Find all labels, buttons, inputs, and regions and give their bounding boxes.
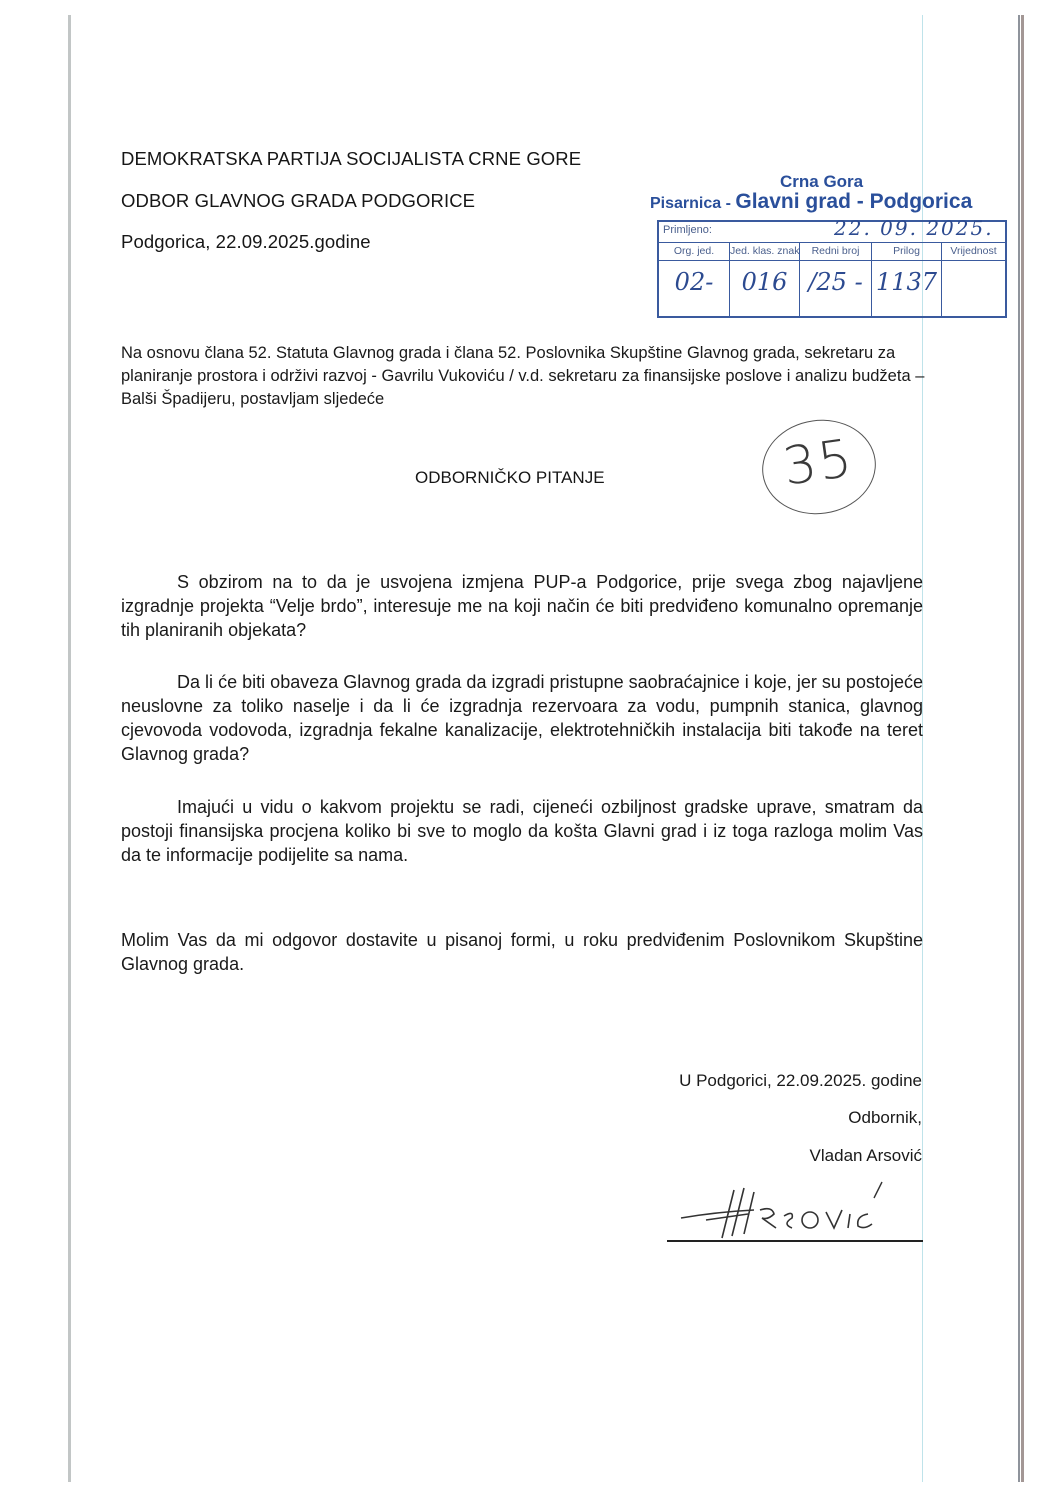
paragraph-text: S obzirom na to da je usvojena izmjena PUP-a Podgorice, prije svega zbog najavljene izgradnje projekta “Velje brdo”, interesuje me na koji način će biti predviđeno komunalno opremanje tih planiranih objekata? [121,572,923,640]
stamp-col-label: Redni broj [800,242,871,261]
stamp-col-label: Jed. klas. znak [730,242,799,261]
closing-paragraph [121,928,923,976]
stamp-country: Crna Gora [780,172,864,191]
party-name: DEMOKRATSKA PARTIJA SOCIJALISTA CRNE GORE [121,148,582,169]
page-edge-right-shadow [1021,15,1024,1482]
stamp-col-serial-number [800,242,872,318]
intro-paragraph: Na osnovu člana 52. Statuta Glavnog grada i člana 52. Poslovnika Skupštine Glavnog grada, sekretaru za planiranje prostora i održivi razvoj - Gavrilu Vukoviću / v.d. sekretaru za finansijske poslove i analizu budžeta – Balši Špadijeru, postavljam sljedeće [121,344,925,408]
stamp-office-prefix: Pisarnica - [650,195,736,212]
stamp-col-value: 02- [674,268,714,296]
circled-number: 35 [779,428,858,498]
stamp-col-value: /25 - [808,268,863,296]
paragraph-text: Imajući u vidu o kakvom projektu se radi, cijeneći ozbiljnost gradske uprave, smatram da postoji finansijska procjena koliko bi sve to moglo da košta Glavni grad i iz toga razloga molim Vas da te informacije podijelite sa nama. [121,797,923,865]
signatory-name: Vladan Arsović [809,1146,922,1165]
signature-line [667,1240,923,1242]
stamp-col-value-field [942,242,1005,318]
stamp-received-row [659,216,1005,243]
paragraph-text: Molim Vas da mi odgovor dostavite u pisanoj formi, u roku predviđenim Poslovnikom Skupštine Glavnog grada. [121,930,923,974]
committee-name: ODBOR GLAVNOG GRADA PODGORICE [121,190,476,211]
paragraph-text: Da li će biti obaveza Glavnog grada da izgradi pristupne saobraćajnice i koje, jer su postojeće neuslovne za toliko naselje i da li će izgradnja rezervoara za vodu, pumpnih stanica, glavnog cjevovoda vodovoda, izgradnja fekalne kanalizacije, elektrotehničkih instalacija biti takođe na teret Glavnog grada? [121,672,923,764]
header-date: Podgorica, 22.09.2025.godine [121,231,371,252]
body-paragraph-1 [121,570,923,642]
stamp-col-value: 016 [741,268,788,296]
stamp-col-class-mark [730,242,800,318]
stamp-office-main: Glavni grad - Podgorica [735,190,973,213]
stamp-col-label: Vrijednost [942,242,1005,261]
body-paragraph-3 [121,795,923,867]
stamp-received-date: 22. 09. 2025. [834,216,994,240]
stamp-table [657,216,1007,318]
stamp-col-attachment [872,242,942,318]
stamp-col-label: Prilog [872,242,941,261]
stamp-received-label: Primljeno: [663,224,712,236]
stamp-col-org-unit [659,242,730,318]
page-edge-right [1018,15,1020,1482]
stamp-columns [659,242,1005,318]
signature-place-date: U Podgorici, 22.09.2025. godine [679,1071,922,1090]
stamp-col-value: 1137 [875,268,938,296]
stamp-col-label: Org. jed. [659,242,729,261]
body-paragraph-2 [121,670,923,766]
page-edge-left [68,15,71,1482]
document-title: ODBORNIČKO PITANJE [415,468,605,487]
circled-number-annotation [756,413,882,522]
signatory-role: Odbornik, [848,1108,922,1127]
stamp-office [650,190,972,214]
